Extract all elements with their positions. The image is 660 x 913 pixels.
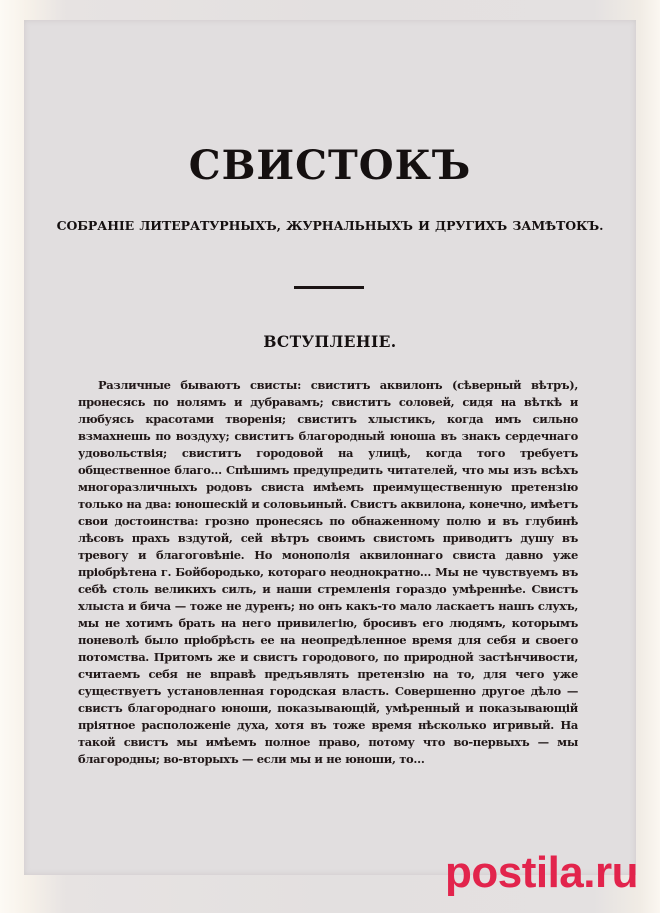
body-paragraph: Различные бываютъ свисты: свиститъ аквилонъ (сѣверный вѣтръ), пронесясь по нолямъ и дубравамъ; свиститъ соловей, сидя на вѣткѣ и любуясь красотами творенія; свиститъ хлыстикъ, когда имъ сильно взмахнешь по воздуху; свиститъ благородный юноша въ знакъ сердечнаго удовольствія; свиститъ городовой на улицѣ, когда того требуетъ общественное благо… Спѣшимъ предупредить читателей, что мы изъ всѣхъ многоразличныхъ родовъ свиста имѣемъ преимущественную претензію только на два: юношескій и соловьиный. Свистъ аквилона, конечно, имѣетъ свои достоинства: грозно пронесясь по обнаженному полю и въ глубинѣ лѣсовъ прахъ вздутой, сей вѣтръ своимъ свистомъ приводитъ душу въ тревогу и благоговѣніе. Но монополія аквилоннаго свиста давно уже пріобрѣтена г. Бойбородько, котораго неоднократно… Мы не чувствуемъ въ себѣ столь великихъ силъ, и наши стремленія гораздо умѣреннѣе. Свистъ хлыста и бича — тоже не дуренъ; но онъ какъ-то мало ласкаетъ нашъ слухъ, мы не хотимъ брать на него привилегію, бросивъ его людямъ, которымъ поневолѣ было пріобрѣсть ее на неопредѣленное время для себя и своего потомства. Притомъ же и свистъ городового, по природной застѣнчивости, считаемъ себя не вправѣ предъявлять претензію на то, для чего уже существуетъ установленная городская власть. Совершенно другое дѣло — свистъ благороднаго юноши, показывающій, умѣренный и показывающій пріятное расположеніе духа, хотя въ тоже время нѣсколько игривый. На такой свистъ мы имѣемъ полное право, потому что во-первыхъ — мы благородны; во-вторыхъ — если мы и не юноши, то… (78, 378, 578, 766)
document-subtitle: СОБРАНIЕ ЛИТЕРАТУРНЫХЪ, ЖУРНАЛЬНЫХЪ И ДРУГИХЪ ЗАМѢТОКЪ. (56, 218, 604, 233)
watermark-tld: ru (595, 848, 638, 897)
watermark-dot: . (583, 848, 595, 897)
paper-sheet (24, 20, 636, 875)
document-title: СВИСТОКЪ (188, 142, 472, 189)
section-heading: ВСТУПЛЕНIЕ. (263, 332, 397, 351)
watermark-logo (444, 848, 638, 897)
title-divider (294, 286, 364, 289)
watermark-name: postila (444, 848, 584, 897)
